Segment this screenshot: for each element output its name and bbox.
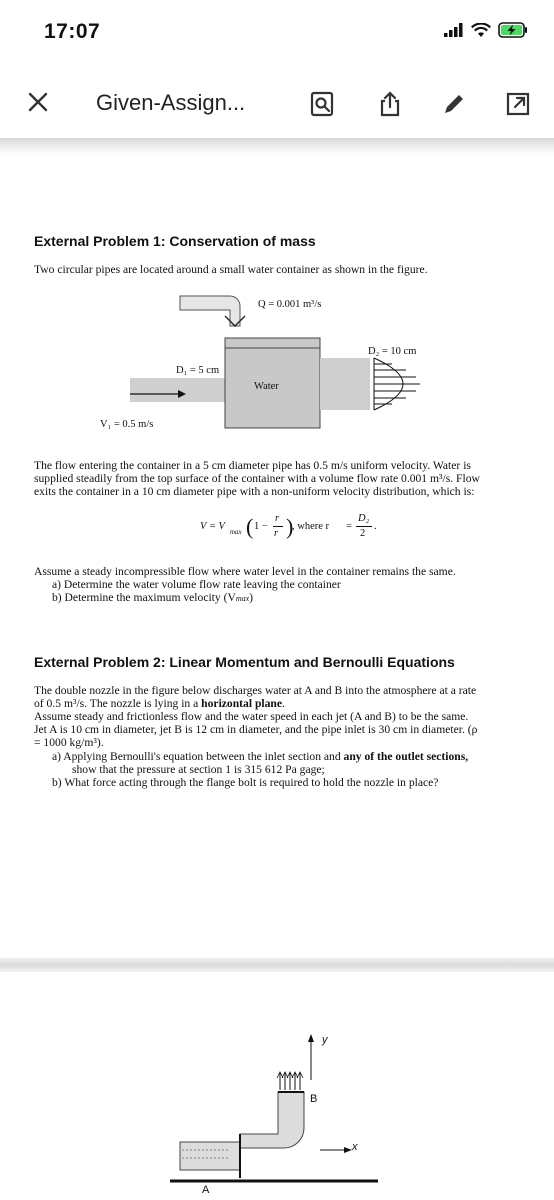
problem1-assume: Assume a steady incompressible flow where water level in the container remains the same. — [34, 565, 456, 578]
problem1-item-b-text: b) Determine the maximum velocity (V — [52, 591, 236, 604]
fig2-a-label: A — [202, 1184, 210, 1196]
close-icon[interactable] — [24, 88, 52, 116]
status-icons — [444, 22, 528, 38]
problem1-body-line1: The flow entering the container in a 5 cm diameter pipe has 0.5 m/s uniform velocity. Water is — [34, 459, 471, 472]
formula-where: , where r — [292, 521, 330, 532]
problem2-line2b: horizontal plane — [201, 697, 283, 710]
fig1-water-label: Water — [254, 381, 279, 392]
formula-two: 2 — [360, 528, 366, 539]
formula-v-vmax: V = V — [200, 521, 225, 532]
velocity-formula — [200, 512, 420, 546]
formula-period: . — [374, 521, 377, 532]
page-divider — [0, 958, 554, 972]
formula-paren-open: ( — [246, 514, 254, 539]
problem1-item-b-end: ) — [249, 591, 254, 604]
problem2-line2c: . — [282, 697, 285, 710]
problem2-line1: The double nozzle in the figure below discharges water at A and B into the atmosphere at a rate — [34, 684, 477, 697]
cellular-signal-icon — [444, 23, 464, 37]
formula-r: r — [275, 513, 280, 524]
problem1-body-line3: exits the container in a 10 cm diameter pipe with a non-uniform velocity distribution, which is: — [34, 485, 475, 498]
problem2-item-a1b: any of the outlet sections, — [343, 750, 469, 763]
open-external-icon[interactable] — [504, 90, 532, 118]
formula-d2: D₂ — [358, 513, 370, 524]
problem1-heading: External Problem 1: Conservation of mass — [34, 233, 316, 249]
app-bar — [0, 66, 554, 138]
fig1-v1-label: V₁ = 0.5 m/s — [100, 419, 154, 430]
problem1-intro: Two circular pipes are located around a small water container as shown in the figure. — [34, 263, 428, 276]
formula-frac-bar-2 — [356, 526, 372, 527]
problem1-item-b-sub: max — [235, 594, 250, 603]
formula-paren-close: ) — [286, 514, 294, 539]
document-title: Given-Assign... — [96, 90, 246, 115]
problem2-line2a: of 0.5 m³/s. The nozzle is lying in a — [34, 697, 202, 710]
problem2-item-b: b) What force acting through the flange bolt is required to hold the nozzle in place? — [52, 776, 439, 789]
formula-max-sub: max — [230, 528, 242, 536]
problem1-figure — [60, 290, 480, 440]
status-bar — [0, 0, 554, 66]
find-in-page-icon[interactable] — [308, 90, 336, 118]
fig1-q-label: Q = 0.001 m³/s — [258, 299, 322, 310]
status-time: 17:07 — [44, 20, 101, 43]
problem1-item-a: a) Determine the water volume flow rate leaving the container — [52, 578, 341, 591]
problem2-item-a1a: a) Applying Bernoulli's equation between the inlet section and — [52, 750, 344, 763]
fig1-d1-label: D₁ = 5 cm — [176, 365, 220, 376]
problem1-body-line2: supplied steadily from the top surface of the container with a volume flow rate 0.001 m³/s. Flow — [34, 472, 480, 485]
battery-charging-icon — [498, 22, 528, 38]
problem2-heading: External Problem 2: Linear Momentum and Bernoulli Equations — [34, 654, 455, 670]
edit-pen-icon[interactable] — [440, 90, 468, 118]
wifi-icon — [471, 23, 491, 38]
fig2-b-label: B — [310, 1093, 318, 1105]
formula-frac-bar — [273, 526, 283, 527]
problem2-line3: Assume steady and frictionless flow and the water speed in each jet (A and B) to be the same. — [34, 710, 469, 723]
problem2-line2 — [34, 697, 524, 710]
fig2-y-label: y — [322, 1034, 328, 1046]
formula-ro: r — [274, 528, 279, 539]
problem2-item-a — [52, 750, 527, 763]
formula-eq: = — [346, 521, 352, 532]
fig2-x-label: x — [352, 1141, 358, 1153]
formula-one-minus: 1 − — [254, 521, 268, 532]
share-icon[interactable] — [376, 90, 404, 118]
problem2-figure — [170, 1030, 390, 1200]
problem2-item-a2: show that the pressure at section 1 is 315 612 Pa gage; — [72, 763, 325, 776]
fig1-d2-label: D₂ = 10 cm — [368, 346, 417, 357]
app-bar-shadow — [0, 138, 554, 156]
problem2-line5: = 1000 kg/m³). — [34, 736, 104, 749]
problem2-line4: Jet A is 10 cm in diameter, jet B is 12 cm in diameter, and the pipe inlet is 30 cm in diameter. (ρ — [34, 723, 478, 736]
problem1-item-b — [52, 591, 253, 605]
